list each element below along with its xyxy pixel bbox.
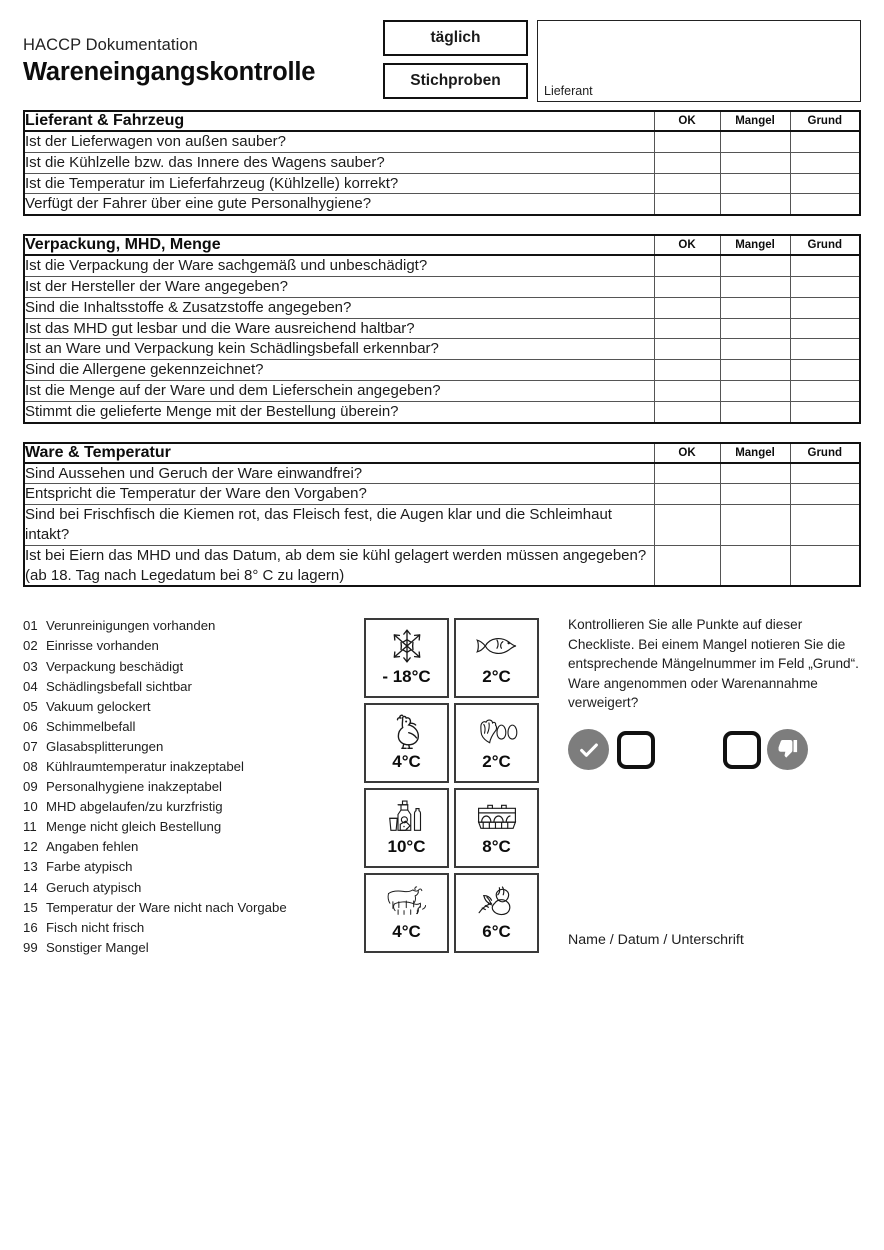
- supplier-input[interactable]: [537, 20, 861, 102]
- temperature-card-vegetables: [454, 873, 539, 953]
- decision-controls: [568, 729, 861, 770]
- cell-ok[interactable]: [654, 505, 720, 546]
- cell-mangel[interactable]: [720, 318, 790, 339]
- cell-mangel[interactable]: [720, 131, 790, 152]
- table-row: [24, 484, 860, 505]
- question-text: Sind Aussehen und Geruch der Ware einwandfrei?: [24, 463, 654, 484]
- cell-grund[interactable]: [790, 131, 860, 152]
- defect-code-list: [23, 613, 364, 958]
- document-kicker: HACCP Dokumentation: [23, 36, 198, 54]
- fish-icon: [475, 625, 519, 667]
- cell-grund[interactable]: [790, 255, 860, 276]
- vegetables-icon: [476, 880, 518, 922]
- reject-checkbox[interactable]: [723, 731, 761, 769]
- list-item: [23, 817, 364, 837]
- defect-label: Schimmelbefall: [46, 718, 136, 734]
- checklist-section-lieferant-fahrzeug: [23, 110, 861, 216]
- defect-code: 04: [23, 678, 38, 694]
- table-row: [24, 131, 860, 152]
- list-item: [23, 898, 364, 918]
- question-text: Sind bei Frischfisch die Kiemen rot, das Fleisch fest, die Augen klar und die Schleimhaut intakt?: [24, 505, 654, 546]
- section-title: Verpackung, MHD, Menge: [24, 235, 654, 255]
- cell-ok[interactable]: [654, 297, 720, 318]
- cell-ok[interactable]: [654, 318, 720, 339]
- cell-mangel[interactable]: [720, 484, 790, 505]
- column-header-mangel: Mangel: [720, 443, 790, 463]
- section-title: Lieferant & Fahrzeug: [24, 111, 654, 131]
- cell-mangel[interactable]: [720, 173, 790, 194]
- cell-mangel[interactable]: [720, 152, 790, 173]
- table-row: [24, 545, 860, 586]
- list-item: [23, 797, 364, 817]
- list-item: [23, 737, 364, 757]
- defect-code: 02: [23, 638, 38, 654]
- cell-mangel[interactable]: [720, 401, 790, 422]
- question-text: Ist an Ware und Verpackung kein Schädlingsbefall erkennbar?: [24, 339, 654, 360]
- question-text: Entspricht die Temperatur der Ware den Vorgaben?: [24, 484, 654, 505]
- defect-code: 08: [23, 759, 38, 774]
- cell-grund[interactable]: [790, 505, 860, 546]
- cell-mangel[interactable]: [720, 360, 790, 381]
- cell-grund[interactable]: [790, 463, 860, 484]
- dairy-icon: [386, 795, 428, 837]
- section-header-row: [24, 111, 860, 131]
- accept-checkbox[interactable]: [617, 731, 655, 769]
- page-title: Wareneingangskontrolle: [23, 58, 316, 86]
- temperature-card-dairy: [364, 788, 449, 868]
- column-header-mangel: Mangel: [720, 111, 790, 131]
- frequency-options: [383, 14, 528, 99]
- instructions-panel: [547, 613, 861, 958]
- cell-mangel[interactable]: [720, 297, 790, 318]
- defect-label: Personalhygiene inakzeptabel: [46, 779, 222, 795]
- cell-grund[interactable]: [790, 318, 860, 339]
- list-item: [23, 777, 364, 797]
- poultry-icon: [388, 710, 426, 752]
- cell-mangel[interactable]: [720, 463, 790, 484]
- table-row: [24, 297, 860, 318]
- column-header-grund: Grund: [790, 111, 860, 131]
- cell-mangel[interactable]: [720, 339, 790, 360]
- temperature-guide: [364, 613, 547, 958]
- cell-ok[interactable]: [654, 360, 720, 381]
- table-row: [24, 505, 860, 546]
- list-item: [23, 918, 364, 938]
- cell-grund[interactable]: [790, 194, 860, 215]
- cell-mangel[interactable]: [720, 545, 790, 586]
- cell-grund[interactable]: [790, 545, 860, 586]
- temperature-card-offal: [454, 703, 539, 783]
- table-row: [24, 152, 860, 173]
- temperature-card-frozen: [364, 618, 449, 698]
- table-row: [24, 360, 860, 381]
- section-header-row: [24, 443, 860, 463]
- cell-ok[interactable]: [654, 463, 720, 484]
- temperature-card-eggs: [454, 788, 539, 868]
- eggs-icon: [474, 795, 520, 837]
- temperature-value: 8°C: [482, 837, 511, 857]
- list-item: [23, 857, 364, 877]
- question-text: Sind die Allergene gekennzeichnet?: [24, 360, 654, 381]
- defect-code: 03: [23, 658, 38, 674]
- question-text: Ist der Lieferwagen von außen sauber?: [24, 131, 654, 152]
- column-header-grund: Grund: [790, 235, 860, 255]
- table-row: [24, 401, 860, 422]
- cell-mangel[interactable]: [720, 276, 790, 297]
- temperature-value: 10°C: [387, 837, 426, 857]
- defect-code: 14: [23, 879, 38, 895]
- column-header-ok: OK: [654, 111, 720, 131]
- question-text: Sind die Inhaltsstoffe & Zusatzstoffe angegeben?: [24, 297, 654, 318]
- defect-label: MHD abgelaufen/zu kurzfristig: [46, 799, 223, 815]
- cell-ok[interactable]: [654, 545, 720, 586]
- cell-ok[interactable]: [654, 255, 720, 276]
- defect-label: Sonstiger Mangel: [46, 939, 149, 955]
- cell-ok[interactable]: [654, 484, 720, 505]
- cell-grund[interactable]: [790, 484, 860, 505]
- defect-code: 12: [23, 839, 38, 855]
- cell-grund[interactable]: [790, 276, 860, 297]
- cell-ok[interactable]: [654, 276, 720, 297]
- page-header: [0, 0, 884, 110]
- table-row: [24, 380, 860, 401]
- cell-ok[interactable]: [654, 380, 720, 401]
- defect-label: Menge nicht gleich Bestellung: [46, 819, 222, 835]
- question-text: Ist die Kühlzelle bzw. das Innere des Wagens sauber?: [24, 152, 654, 173]
- cell-ok[interactable]: [654, 339, 720, 360]
- defect-label: Farbe atypisch: [46, 859, 133, 875]
- list-item: [23, 938, 364, 958]
- cell-grund[interactable]: [790, 173, 860, 194]
- temperature-card-poultry: [364, 703, 449, 783]
- defect-label: Verunreinigungen vorhanden: [46, 618, 216, 634]
- column-header-grund: Grund: [790, 443, 860, 463]
- cell-grund[interactable]: [790, 401, 860, 422]
- question-text: Stimmt die gelieferte Menge mit der Bestellung überein?: [24, 401, 654, 422]
- checklist-tables: [0, 110, 884, 587]
- list-item: [23, 657, 364, 677]
- question-text: Ist die Menge auf der Ware und dem Lieferschein angegeben?: [24, 380, 654, 401]
- defect-label: Fisch nicht frisch: [46, 919, 145, 935]
- defect-code: 11: [23, 819, 37, 835]
- defect-code: 10: [23, 799, 38, 815]
- temperature-card-livestock: [364, 873, 449, 953]
- defect-label: Schädlingsbefall sichtbar: [46, 678, 192, 694]
- defect-code: 09: [23, 779, 38, 795]
- section-title: Ware & Temperatur: [24, 443, 654, 463]
- table-row: [24, 318, 860, 339]
- defect-label: Kühlraumtemperatur inakzeptabel: [46, 759, 244, 774]
- defect-label: Glasabsplitterungen: [46, 738, 164, 754]
- temperature-card-fish: [454, 618, 539, 698]
- supplier-label: Lieferant: [544, 84, 593, 98]
- defect-code: 05: [23, 698, 38, 714]
- question-text: Ist das MHD gut lesbar und die Ware ausreichend haltbar?: [24, 318, 654, 339]
- defect-label: Angaben fehlen: [46, 839, 139, 855]
- column-header-ok: OK: [654, 443, 720, 463]
- temperature-value: 2°C: [482, 667, 511, 687]
- defect-code: 01: [23, 618, 38, 634]
- question-text: Ist der Hersteller der Ware angegeben?: [24, 276, 654, 297]
- table-row: [24, 255, 860, 276]
- title-block: [23, 14, 383, 87]
- question-text: Ist bei Eiern das MHD und das Datum, ab dem sie kühl gelagert werden müssen angegeben? (ab 18. Tag nach Legedatum bei 8° C zu lagern): [24, 545, 654, 586]
- livestock-icon: [384, 880, 430, 922]
- defect-code: 06: [23, 718, 38, 734]
- defect-code: 07: [23, 738, 38, 754]
- cell-grund[interactable]: [790, 339, 860, 360]
- temperature-value: 6°C: [482, 922, 511, 942]
- cell-mangel[interactable]: [720, 505, 790, 546]
- bottom-area: [0, 605, 884, 958]
- defect-code: 16: [23, 919, 38, 935]
- question-text: Ist die Temperatur im Lieferfahrzeug (Kühlzelle) korrekt?: [24, 173, 654, 194]
- list-item: [23, 677, 364, 697]
- defect-code: 99: [23, 939, 38, 955]
- defect-label: Verpackung beschädigt: [46, 658, 184, 674]
- table-row: [24, 173, 860, 194]
- cell-mangel[interactable]: [720, 380, 790, 401]
- list-item: [23, 837, 364, 857]
- table-row: [24, 276, 860, 297]
- cell-ok[interactable]: [654, 401, 720, 422]
- offal-icon: [475, 710, 519, 752]
- checklist-section-ware-temperatur: [23, 442, 861, 588]
- cell-grund[interactable]: [790, 360, 860, 381]
- instruction-text: Kontrollieren Sie alle Punkte auf dieser Checkliste. Bei einem Mangel notieren Sie die entsprechende Mängelnummer im Feld „Grund“. Ware angenommen oder Warenannahme verweigert?: [568, 617, 859, 710]
- frequency-option-sample[interactable]: Stichproben: [383, 63, 528, 99]
- table-row: [24, 463, 860, 484]
- defect-label: Temperatur der Ware nicht nach Vorgabe: [46, 899, 287, 915]
- list-item: [23, 878, 364, 898]
- defect-code: 13: [23, 859, 38, 875]
- table-row: [24, 194, 860, 215]
- table-row: [24, 339, 860, 360]
- reject-thumbsdown-icon: [767, 729, 808, 770]
- signature-label: Name / Datum / Unterschrift: [568, 931, 744, 948]
- cell-grund[interactable]: [790, 297, 860, 318]
- temperature-value: 4°C: [392, 752, 421, 772]
- defect-label: Vakuum gelockert: [46, 698, 151, 714]
- list-item: [23, 697, 364, 717]
- checklist-section-verpackung-mhd-menge: [23, 234, 861, 423]
- question-text: Ist die Verpackung der Ware sachgemäß und unbeschädigt?: [24, 255, 654, 276]
- defect-label: Einrisse vorhanden: [46, 638, 159, 654]
- defect-code: 15: [23, 899, 38, 915]
- temperature-value: 4°C: [392, 922, 421, 942]
- temperature-value: 2°C: [482, 752, 511, 772]
- list-item: [23, 757, 364, 777]
- question-text: Verfügt der Fahrer über eine gute Personalhygiene?: [24, 194, 654, 215]
- column-header-mangel: Mangel: [720, 235, 790, 255]
- cell-ok[interactable]: [654, 173, 720, 194]
- frequency-option-daily[interactable]: täglich: [383, 20, 528, 56]
- cell-grund[interactable]: [790, 152, 860, 173]
- cell-grund[interactable]: [790, 380, 860, 401]
- column-header-ok: OK: [654, 235, 720, 255]
- temperature-value: - 18°C: [382, 667, 431, 687]
- cell-ok[interactable]: [654, 152, 720, 173]
- defect-label: Geruch atypisch: [46, 879, 142, 895]
- section-header-row: [24, 235, 860, 255]
- cell-ok[interactable]: [654, 194, 720, 215]
- cell-mangel[interactable]: [720, 255, 790, 276]
- list-item: [23, 636, 364, 656]
- cell-mangel[interactable]: [720, 194, 790, 215]
- snowflake-icon: [388, 625, 426, 667]
- list-item: [23, 717, 364, 737]
- accept-check-icon: [568, 729, 609, 770]
- cell-ok[interactable]: [654, 131, 720, 152]
- list-item: [23, 616, 364, 636]
